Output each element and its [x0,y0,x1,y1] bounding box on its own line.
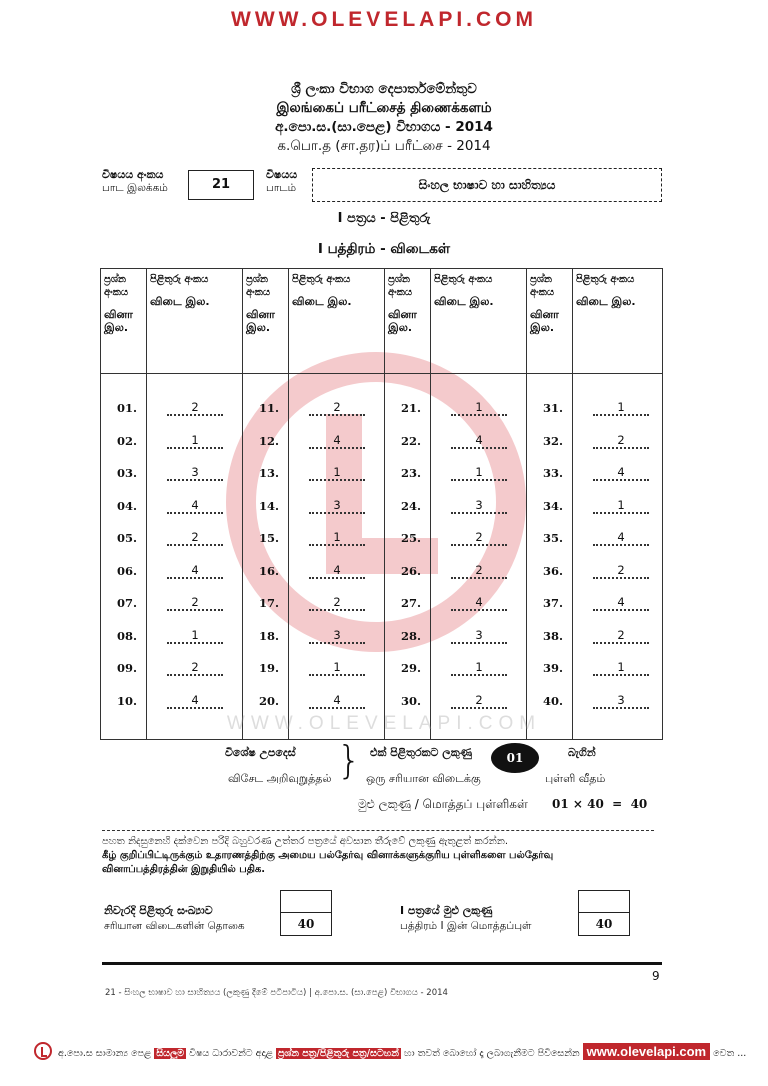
question-number: 08. [101,620,147,653]
answer-value: 2 [309,595,365,611]
table-row [101,374,663,425]
footer-rule [102,962,662,965]
dept-ta: இலங்கைப் பரீட்சைத் திணைக்களம் [276,100,492,116]
question-number: 22. [385,425,431,458]
question-number: 16. [243,555,289,588]
question-number: 24. [385,490,431,523]
answer-value: 3 [593,693,649,709]
answer-cell [573,374,663,425]
paper-total-box: 40 [578,912,630,936]
subject-code-label: විෂයය අංකය பாட இலக்கம் [102,168,168,194]
question-number: 02. [101,425,147,458]
instruction-line-2: கீழ் குறிப்பிட்டிருக்கும் உதாரணத்திற்கு அமைய பல்தேர்வு வினாக்களுக்குரிய புள்ளிகளை பல்தேர்வு [102,850,554,861]
answer-value: 2 [593,628,649,644]
answer-cell [431,555,527,588]
question-number: 38. [527,620,573,653]
question-number: 04. [101,490,147,523]
subject-row [100,168,670,202]
question-number: 25. [385,522,431,555]
subject-code-box: 21 [188,170,254,200]
answer-cell [573,587,663,620]
answer-cell [289,555,385,588]
answer-cell [289,620,385,653]
question-number: 20. [243,685,289,740]
table-row [101,522,663,555]
exam-ta: க.பொ.த (சா.தர)ப் பரீட்சை - 2014 [277,138,491,154]
question-number: 31. [527,374,573,425]
brace-symbol: } [337,738,362,782]
question-number: 34. [527,490,573,523]
question-number: 19. [243,652,289,685]
question-number: 17. [243,587,289,620]
header-answer: පිළිතුරු අංකය விடை இல. [431,269,527,374]
answer-value: 1 [593,400,649,416]
correct-count-top-box [280,890,332,913]
watermark-text: WWW.OLEVELAPI.COM [226,713,542,734]
answer-cell [289,522,385,555]
answer-value: 4 [309,433,365,449]
answer-cell [289,374,385,425]
site-logo-icon [34,1042,52,1060]
answer-value: 2 [593,433,649,449]
answer-cell [431,620,527,653]
question-number: 07. [101,587,147,620]
each-ta: புள்ளி வீதம் [545,772,606,785]
answer-cell [573,652,663,685]
ad-website-link[interactable]: www.olevelapi.com [583,1043,710,1060]
org-heading [0,80,768,156]
ad-text: අ.පො.ස සාමාන්‍ය පෙළ සියලුම විෂය ධාරාවන්ට අදාළ ප්‍රශ්න පත්‍ර/පිළිතුරු පත්‍ර/සටහන් හා තවත් බොහෝ දෑ ලබාගැනීමට පිවිසෙන්න www.olevelapi.com වෙත ... [58,1044,747,1059]
answer-value: 1 [309,465,365,481]
paper-total-label: I පත්‍රයේ මුළු ලකුණු பத்திரம் I இன் மொத்தப்புள் [400,904,532,932]
answer-value: 2 [451,530,507,546]
answer-cell [431,587,527,620]
answer-value: 2 [451,693,507,709]
header-question: ප්‍රශ්න අංකය வினா இல. [385,269,431,374]
answer-cell [147,425,243,458]
each-si: බැගින් [568,746,596,759]
answer-value: 1 [167,628,223,644]
answer-cell [431,522,527,555]
answer-value: 4 [167,498,223,514]
question-number: 09. [101,652,147,685]
question-number: 37. [527,587,573,620]
question-number: 33. [527,457,573,490]
per-answer-ta: ஒரு சரியான விடைக்கு [366,772,481,785]
answer-cell [573,555,663,588]
answer-cell [147,555,243,588]
special-label-si: විශේෂ උපදෙස් [225,746,296,759]
answer-value: 2 [167,595,223,611]
question-number: 14. [243,490,289,523]
answer-cell [431,374,527,425]
answer-cell [431,652,527,685]
dashed-divider [102,830,654,831]
header-question: ප්‍රශ්න අංකය வினா இல. [101,269,147,374]
answer-value: 1 [451,400,507,416]
table-row [101,652,663,685]
site-header: WWW.OLEVELAPI.COM [231,8,537,31]
answer-cell [147,522,243,555]
question-number: 28. [385,620,431,653]
table-row [101,425,663,458]
answer-value: 4 [451,433,507,449]
answer-cell [431,457,527,490]
question-number: 11. [243,374,289,425]
answer-cell [147,652,243,685]
answer-value: 4 [309,693,365,709]
answer-cell [431,425,527,458]
question-number: 21. [385,374,431,425]
table-row [101,587,663,620]
question-number: 18. [243,620,289,653]
footer-caption: 21 - සිංහල භාෂාව හා සාහිත්‍යය (ලකුණු දීමේ පටිපාටිය) | අ.පො.ස. (සා.පෙළ) විභාගය - 2014 [105,988,448,998]
answer-cell [573,620,663,653]
question-number: 27. [385,587,431,620]
answer-value: 3 [451,498,507,514]
header-answer: පිළිතුරු අංකය விடை இல. [289,269,385,374]
question-number: 15. [243,522,289,555]
question-number: 01. [101,374,147,425]
instruction-line-1: පහත නිදසුනෙහි දක්වෙන පරිදි බහුවරණ උත්තර පත්‍රයේ අවසාන තීරුවේ ලකුණු ඇතුළත් කරන්න. [102,836,509,847]
question-number: 03. [101,457,147,490]
table-row [101,620,663,653]
question-number: 05. [101,522,147,555]
page-number: 9 [652,969,660,983]
answer-value: 1 [309,530,365,546]
correct-count-box: 40 [280,912,332,936]
answer-value: 1 [167,433,223,449]
ad-bar [34,1041,747,1065]
question-number: 40. [527,685,573,740]
answer-value: 4 [593,530,649,546]
answer-cell [147,374,243,425]
table-header-row [101,269,663,374]
question-number: 30. [385,685,431,740]
answer-cell [289,490,385,523]
answer-cell [147,587,243,620]
exam-si: අ.පො.ස.(සා.පෙළ) විභාගය - 2014 [275,119,493,135]
paper-title-ta: I பத்திரம் - விடைகள் [317,241,451,257]
header-question: ප්‍රශ්න අංකය வினா இல. [527,269,573,374]
answer-cell [573,425,663,458]
answer-value: 2 [167,400,223,416]
answer-cell [289,425,385,458]
question-number: 36. [527,555,573,588]
answer-cell [573,457,663,490]
answer-cell [289,457,385,490]
answer-cell [573,522,663,555]
answer-value: 4 [167,693,223,709]
answer-cell [431,490,527,523]
question-number: 26. [385,555,431,588]
answer-value: 3 [451,628,507,644]
marks-pill: 01 [491,743,539,773]
answer-value: 3 [309,628,365,644]
answer-cell [147,620,243,653]
answer-value: 1 [593,660,649,676]
per-answer-si: එක් පිළිතුරකට ලකුණු [370,746,472,759]
header-answer: පිළිතුරු අංකය விடை இல. [147,269,243,374]
question-number: 10. [101,685,147,740]
total-label: මුළු ලකුණු / மொத்தப் புள்ளிகள் [358,797,528,811]
question-number: 29. [385,652,431,685]
header-answer: පිළිතුරු අංකය விடை இல. [573,269,663,374]
answer-cell [147,457,243,490]
correct-count-label: නිවැරදි පිළිතුරු සංඛ්‍යාව சரியான விடைகளின் தொகை [104,904,245,932]
question-number: 39. [527,652,573,685]
answer-value: 4 [167,563,223,579]
total-calc: 01 × 40 = 40 [552,797,648,811]
instructions [102,835,662,877]
question-number: 13. [243,457,289,490]
dept-si: ශ්‍රී ලංකා විභාග දෙපාර්තමේන්තුව [291,81,477,97]
answer-value: 3 [309,498,365,514]
answer-value: 1 [309,660,365,676]
answer-value: 1 [451,465,507,481]
answer-value: 4 [309,563,365,579]
answer-table [100,268,663,740]
answer-value: 4 [593,465,649,481]
question-number: 35. [527,522,573,555]
answer-value: 3 [167,465,223,481]
subject-name-label: විෂයය பாடம் [266,168,298,194]
answer-cell [573,490,663,523]
table-row [101,457,663,490]
answer-table-body [101,374,663,740]
header-question: ප්‍රශ්න අංකය வினா இல. [243,269,289,374]
question-number: 23. [385,457,431,490]
answer-value: 1 [451,660,507,676]
question-number: 06. [101,555,147,588]
answer-value: 2 [167,660,223,676]
special-label-ta: விசேட அறிவுறுத்தல் [228,772,332,785]
answer-value: 2 [593,563,649,579]
answer-cell [289,587,385,620]
answer-value: 4 [451,595,507,611]
subject-name-box: සිංහල භාෂාව හා සාහිත්‍යය [312,168,662,202]
answer-cell [289,652,385,685]
question-number: 32. [527,425,573,458]
paper-total-top-box [578,890,630,913]
answer-value: 2 [309,400,365,416]
instruction-line-3: வினாப்பத்திரத்தின் இறுதியில் பதிக. [102,864,266,875]
answer-value: 2 [451,563,507,579]
table-row [101,490,663,523]
answer-value: 4 [593,595,649,611]
paper-title-si: I පත්‍රය - පිළිතුරු [337,211,431,226]
question-number: 12. [243,425,289,458]
answer-cell [147,490,243,523]
answer-value: 1 [593,498,649,514]
table-row [101,555,663,588]
answer-value: 2 [167,530,223,546]
